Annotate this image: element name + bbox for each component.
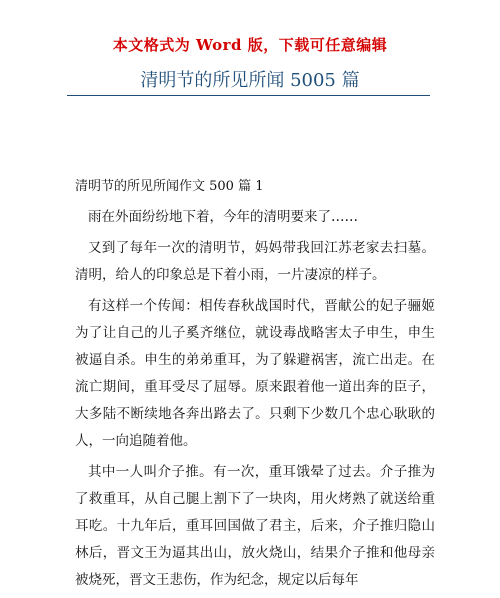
paragraph-2: 又到了每年一次的清明节，妈妈带我回江苏老家去扫墓。清明，给人的印象总是下着小雨，一片凄凉的样子。 [75,240,435,283]
paragraph-3: 有这样一个传闻：相传春秋战国时代，晋献公的妃子骊姬为了让自己的儿子奚齐继位，就设毒战略害太子申生，申生被逼自杀。申生的弟弟重耳，为了躲避祸害，流亡出走。在流亡期间，重耳受尽了屈辱。原来跟着他一道出奔的臣子，大多陆不断续地各奔出路去了。只剩下少数几个忠心耿耿的人，一向追随着他。 [75,298,435,449]
document-body [75,173,435,598]
format-notice: 本文格式为 Word 版，下载可任意编辑 [112,36,388,54]
paragraph-4: 其中一人叫介子推。有一次，重耳饿晕了过去。介子推为了救重耳，从自己腿上割下了一块肉，用火烤熟了就送给重耳吃。十九年后，重耳回国做了君主，后来，介子推归隐山林后，晋文王为逼其出山，放火烧山，结果介子推和他母亲被烧死，晋文王悲伤，作为纪念，规定以后每年 [75,464,435,588]
document-header [0,0,500,110]
title-divider [67,95,430,96]
essay-subtitle: 清明节的所见所闻作文 500 篇 1 [75,179,264,194]
paragraph-1: 雨在外面纷纷地下着，今年的清明要来了…… [88,209,358,225]
document-title: 清明节的所见所闻 5005 篇 [140,70,360,91]
